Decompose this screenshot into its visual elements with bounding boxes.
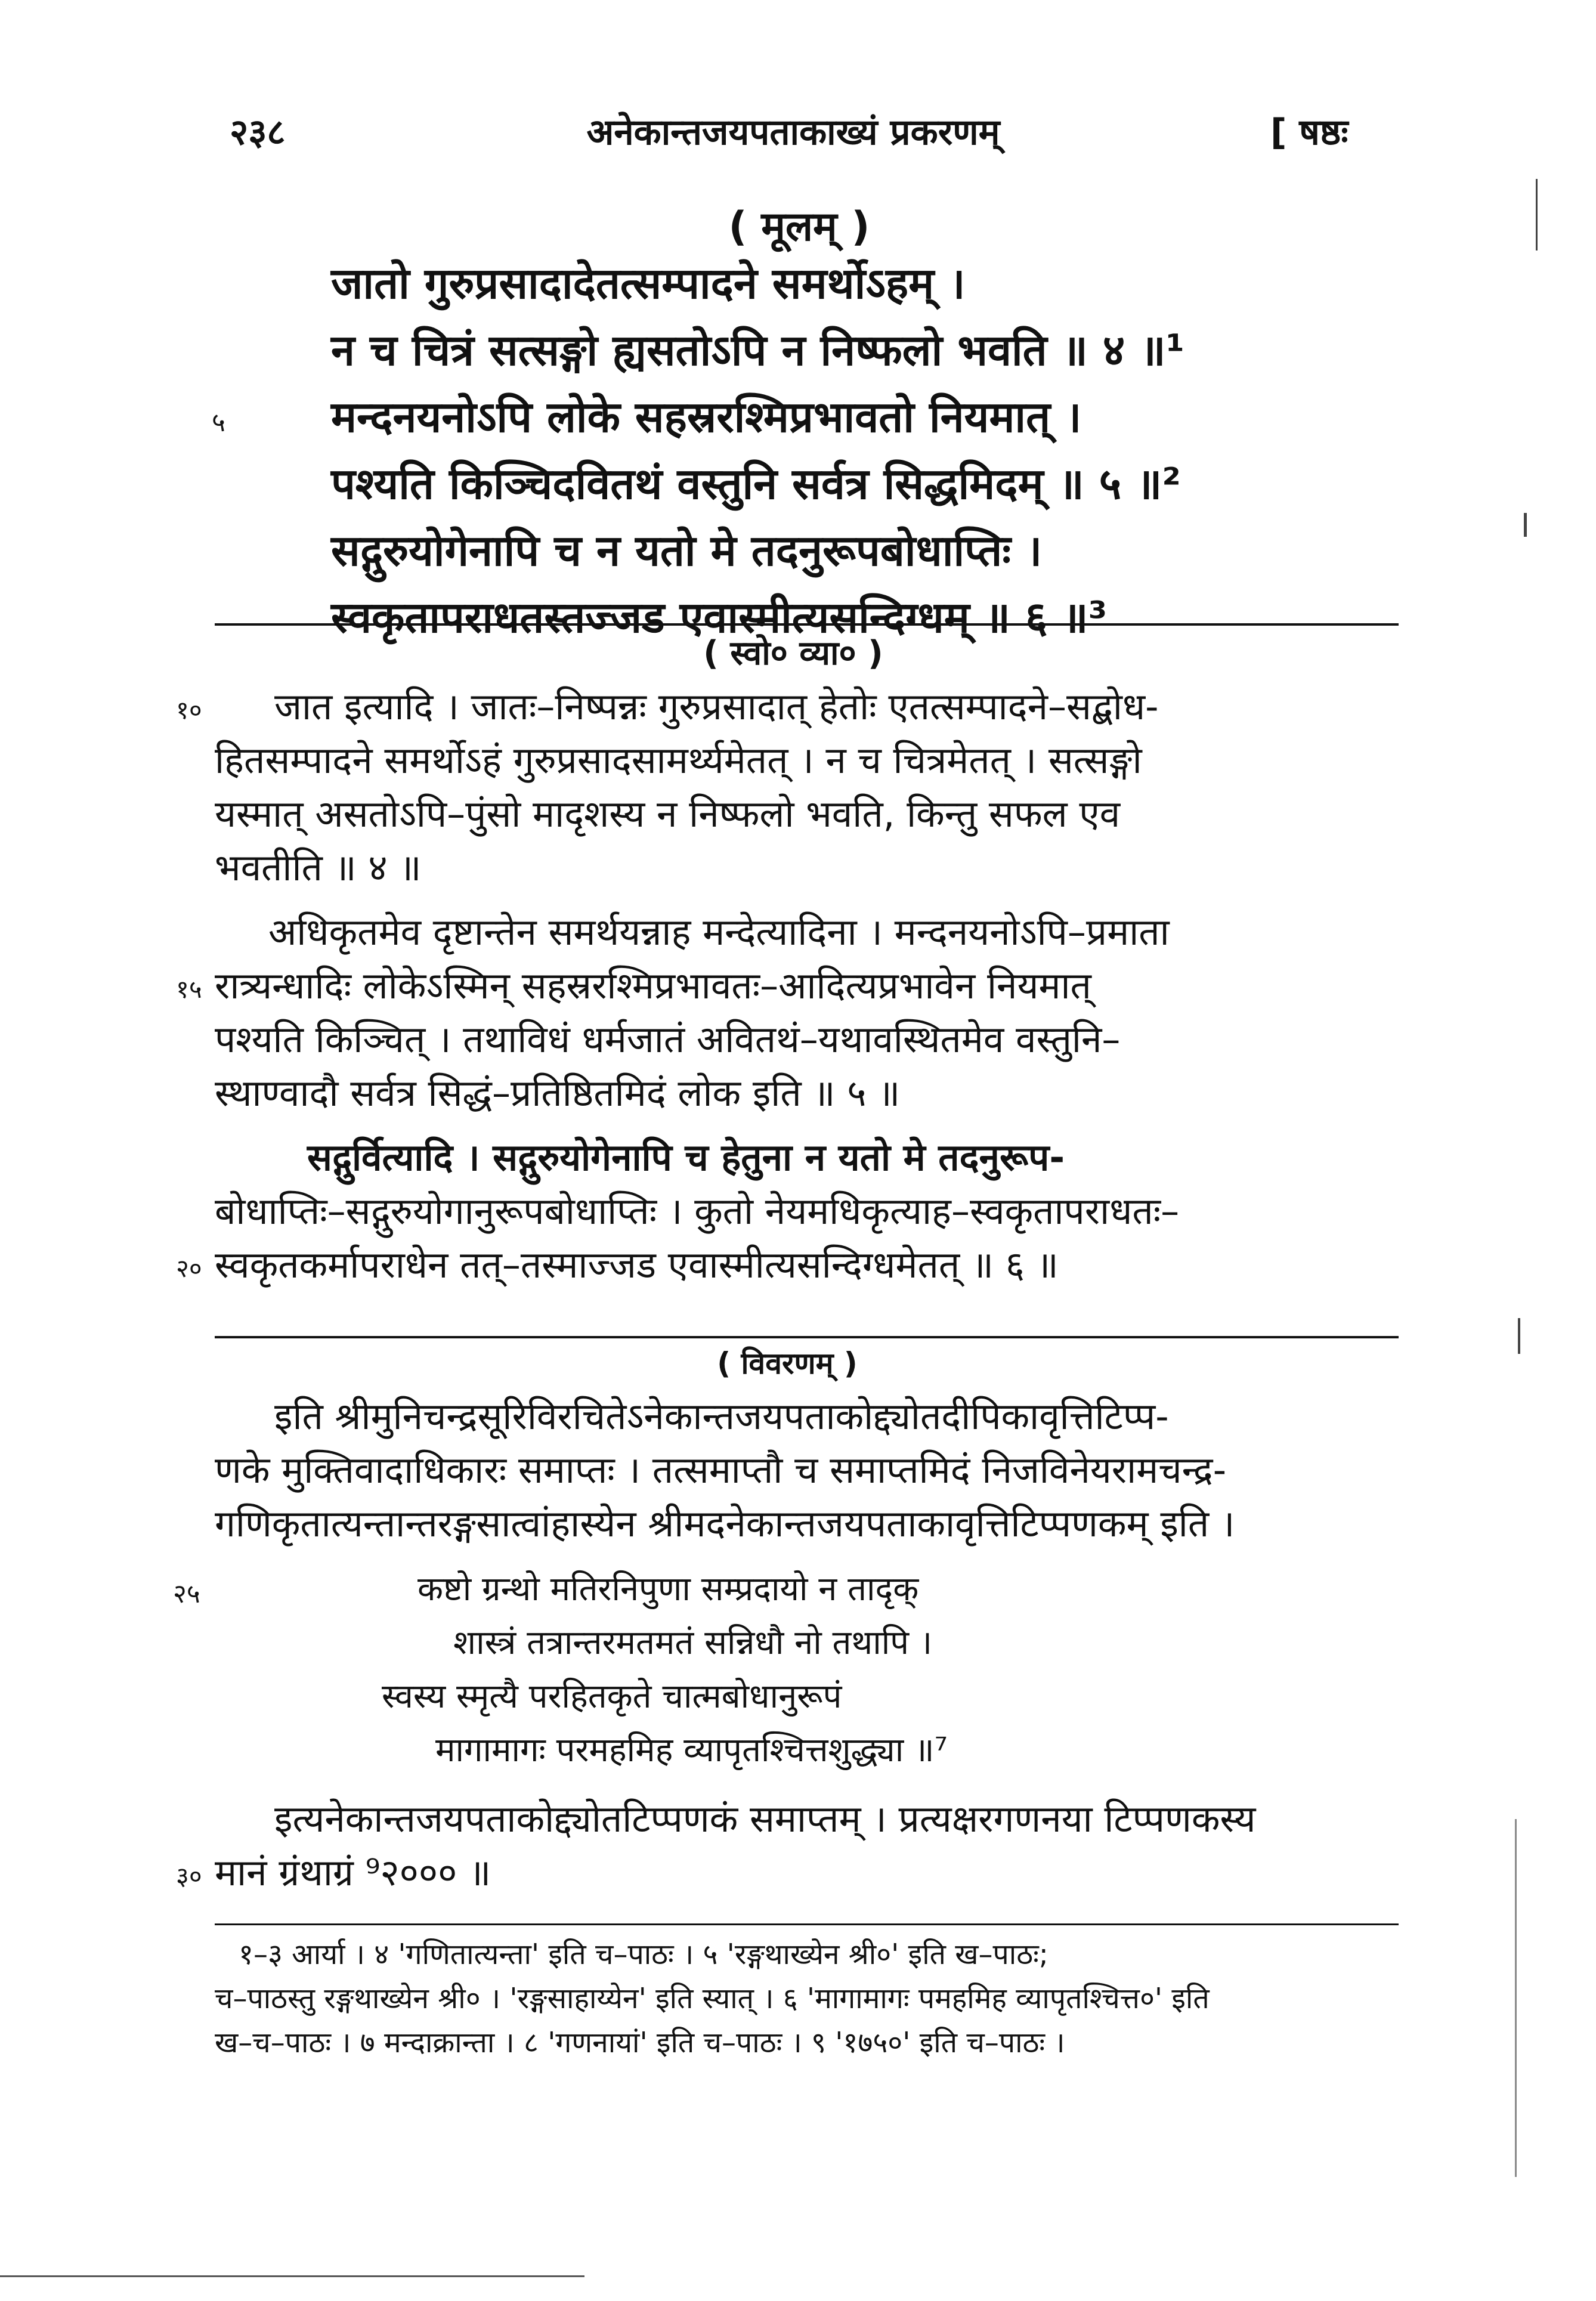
- svopajna-heading: ( स्वो० व्या० ): [703, 634, 883, 673]
- margin-line-number: १०: [176, 695, 202, 725]
- commentary-line: बोधाप्तिः–सद्गुरुयोगानुरूपबोधाप्तिः । कुतो नेयमधिकृत्याह–स्वकृतापराधतः–: [215, 1189, 1180, 1233]
- footnote-divider: [215, 1923, 1399, 1925]
- verse-line: स्वस्य स्मृत्यै परहितकृते चात्मबोधानुरूपं: [382, 1677, 842, 1716]
- verse-line: शास्त्रं तत्रान्तरमतमतं सन्निधौ नो तथापि ।: [453, 1623, 933, 1662]
- colophon-text: मानं ग्रंथाग्रं ⁹२००० ॥: [215, 1851, 491, 1894]
- vivarana-line: इति श्रीमुनिचन्द्रसूरिविरचितेऽनेकान्तजयपताकोद्द्योतदीपिकावृत्तिटिप्प-: [274, 1394, 1169, 1438]
- margin-line-number: २५: [173, 1579, 200, 1609]
- margin-line-number: १५: [176, 975, 202, 1004]
- page-number: २३८: [230, 112, 286, 153]
- footnote-line: च–पाठस्तु रङ्गथाख्येन श्री० । 'रङ्गसाहाय्येन' इति स्यात् । ६ 'मागामागः पमहमिह व्यापृतश्चित्त०' इति: [215, 1982, 1210, 2015]
- scan-mark: [1515, 1819, 1517, 2177]
- colophon: [176, 1792, 1384, 1900]
- commentary-line: स्थाण्वादौ सर्वत्र सिद्धं–प्रतिष्ठितमिदं लोक इति ॥ ५ ॥: [215, 1071, 901, 1115]
- verse-line: मागामागः परमहमिह व्यापृतश्चित्तशुद्ध्या ॥⁷: [435, 1731, 948, 1770]
- scan-mark: [1536, 179, 1538, 250]
- commentary-line: पश्यति किञ्चित् । तथाविधं धर्मजातं अवितथं–यथावस्थितमेव वस्तुनि–: [215, 1017, 1121, 1061]
- vivarana-heading: ( विवरणम् ): [717, 1346, 858, 1381]
- verse-line: स्वकृतापराधतस्तज्जड एवास्मीत्यसन्दिग्धम् ॥ ६ ॥³: [331, 592, 1108, 642]
- verse-line: [212, 387, 1184, 454]
- verse-line: जातो गुरुप्रसादादेतत्सम्पादने समर्थोऽहम् ।: [331, 258, 966, 308]
- colophon-line: इत्यनेकान्तजयपताकोद्द्योतटिप्पणकं समाप्तम् । प्रत्यक्षरगणनया टिप्पणकस्य: [274, 1797, 1256, 1841]
- scan-mark: [1518, 1318, 1520, 1354]
- vivarana-line: गणिकृतात्यन्तान्तरङ्गसात्वांहास्येन श्रीमदनेकान्तजयपताकावृत्तिटिप्पणकम् इति ।: [215, 1502, 1235, 1545]
- footnote-line: १–३ आर्या । ४ 'गणितात्यन्ता' इति च–पाठः । ५ 'रङ्गथाख्येन श्री०' इति ख–पाठः;: [239, 1938, 1048, 1971]
- commentary-line: अधिकृतमेव दृष्टान्तेन समर्थयन्नाह मन्देत्यादिना । मन्दनयनोऽपि–प्रमाता: [268, 910, 1170, 954]
- margin-line-number: २०: [176, 1254, 202, 1283]
- vivarana-line: णके मुक्तिवादाधिकारः समाप्तः । तत्समाप्तौ च समाप्तमिदं निजविनेयरामचन्द्र-: [215, 1448, 1227, 1492]
- commentary-line: [176, 959, 1384, 1013]
- footnote-line: ख–च–पाठः । ७ मन्दाक्रान्ता । ८ 'गणनायां' इति च–पाठः । ९ '१७५०' इति च–पाठः ।: [215, 2026, 1065, 2059]
- mula-verses: [212, 253, 1185, 654]
- verse-line: कष्टो ग्रन्थो मतिरनिपुणा सम्प्रदायो न तादृक्: [417, 1570, 919, 1609]
- verse-line: सद्गुरुयोगेनापि च न यतो मे तदनुरूपबोधाप्तिः ।: [331, 525, 1043, 576]
- mula-heading: ( मूलम् ): [728, 203, 870, 250]
- footnotes: [215, 1932, 1210, 2065]
- commentary-line: सद्गुर्वित्यादि । सद्गुरुयोगेनापि च हेतुना न यतो मे तदनुरूप-: [307, 1136, 1065, 1179]
- commentary-line: [176, 1238, 1384, 1292]
- commentary-line: भवतीति ॥ ४ ॥: [215, 846, 422, 889]
- vivarana-text: [215, 1390, 1384, 1551]
- scan-mark: [0, 2275, 584, 2277]
- margin-line-number: ५: [212, 407, 225, 438]
- commentary-line: हितसम्पादने समर्थोऽहं गुरुप्रसादसामर्थ्यमेतत् । न च चित्रमेतत् । सत्सङ्गो: [215, 738, 1142, 782]
- section-divider: [215, 1336, 1399, 1338]
- closing-verse: [382, 1563, 948, 1777]
- verse-line: न च चित्रं सत्सङ्गो ह्यसतोऽपि न निष्फलो भवति ॥ ४ ॥¹: [331, 325, 1185, 375]
- commentary-text: जात इत्यादि । जातः–निष्पन्नः गुरुप्रसादात् हेतोः एतत्सम्पादने–सद्बोध-: [274, 685, 1159, 728]
- running-title: अनेकान्तजयपताकाख्यं प्रकरणम्: [586, 112, 1000, 153]
- section-label: [ षष्ठः: [1270, 112, 1348, 153]
- margin-line-number: ३०: [176, 1861, 202, 1891]
- commentary-text: रात्र्यन्धादिः लोकेऽस्मिन् सहस्ररश्मिप्रभावतः–आदित्यप्रभावेन नियमात्: [215, 964, 1091, 1007]
- verse-line: पश्यति किञ्चिदवितथं वस्तुनि सर्वत्र सिद्धमिदम् ॥ ५ ॥²: [331, 459, 1181, 509]
- colophon-line: [176, 1846, 1384, 1900]
- scan-mark: [1524, 513, 1527, 537]
- commentary-line: यस्मात् असतोऽपि–पुंसो मादृशस्य न निष्फलो भवति, किन्तु सफल एव: [215, 792, 1121, 836]
- svopajna-commentary: [176, 680, 1384, 1292]
- verse-text: मन्दनयनोऽपि लोके सहस्ररश्मिप्रभावतो नियमात् ।: [331, 392, 1082, 442]
- section-divider: [215, 623, 1399, 626]
- commentary-line: [176, 680, 1384, 734]
- commentary-text: स्वकृतकर्मापराधेन तत्–तस्माज्जड एवास्मीत्यसन्दिग्धमेतत् ॥ ६ ॥: [215, 1243, 1059, 1286]
